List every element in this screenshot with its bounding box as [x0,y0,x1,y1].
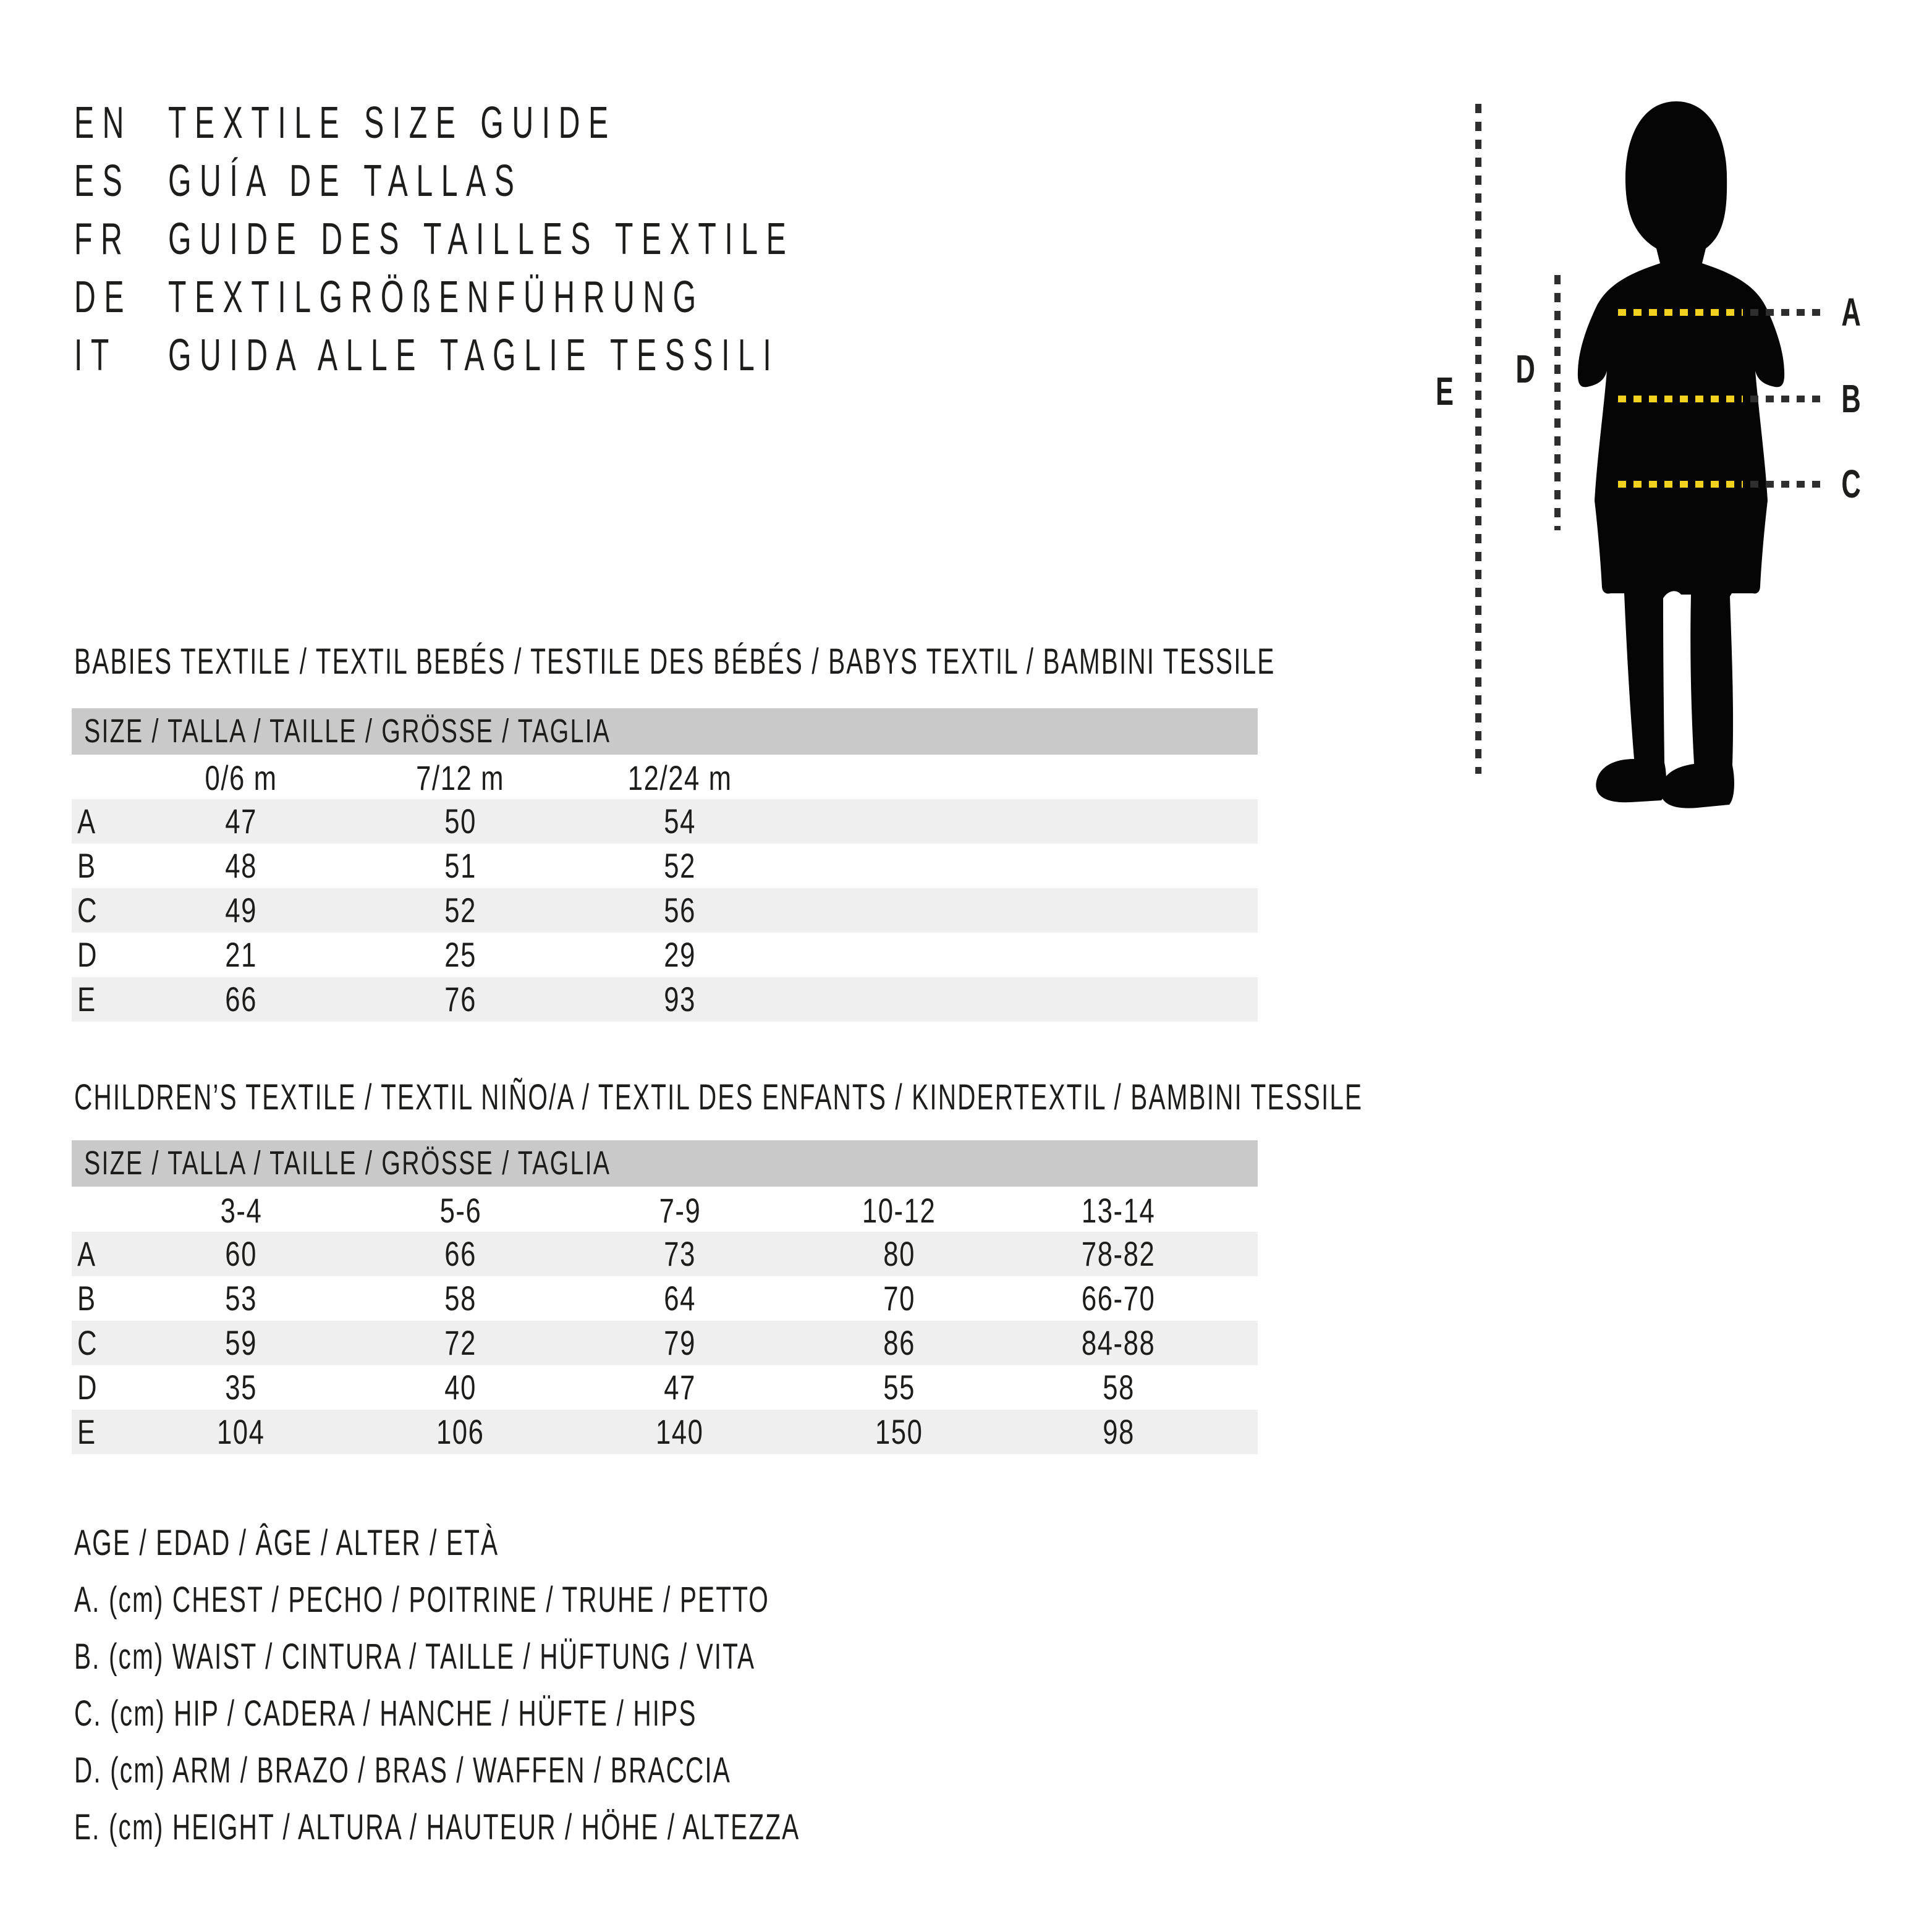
legend-hip-line: C. (cm) HIP / CADERA / HANCHE / HÜFTE / HIPS [74,1693,697,1734]
guide-title-en: TEXTILE SIZE GUIDE [168,98,617,148]
row-label: D [77,1368,98,1407]
figure-label-waist: B [1841,376,1861,421]
table-row [72,933,1258,977]
language-code: FR [74,214,131,264]
row-label: D [77,935,98,974]
size-value-cell: 106 [436,1412,485,1451]
figure-label-chest: A [1841,290,1861,334]
size-value-cell: 59 [225,1323,257,1362]
size-value-cell: 80 [883,1234,915,1273]
column-header: 5-6 [439,1191,481,1230]
waist-measure-line-dark [1750,396,1826,402]
table-row [72,1410,1258,1454]
row-label: E [77,980,96,1019]
size-value-cell: 66 [225,980,257,1019]
language-code: ES [74,156,131,206]
row-label: A [77,1234,96,1273]
size-value-cell: 66-70 [1082,1279,1156,1318]
babies-section-heading: BABIES TEXTILE / TEXTIL BEBÉS / TESTILE DES BÉBÉS / BABYS TEXTIL / BAMBINI TESSILE [74,642,1276,682]
guide-title-it: GUIDA ALLE TAGLIE TESSILI [168,331,780,380]
legend-chest-line: A. (cm) CHEST / PECHO / POITRINE / TRUHE / PETTO [74,1580,769,1620]
row-label: B [77,846,96,885]
chest-measure-line-dark [1750,309,1826,316]
guide-title-fr: GUIDE DES TAILLES TEXTILE [168,214,795,264]
children-size-header-bar: SIZE / TALLA / TAILLE / GRÖSSE / TAGLIA [72,1140,1258,1187]
table-row [72,1365,1258,1410]
guide-title-de: TEXTILGRÖßENFÜHRUNG [168,273,705,322]
child-silhouette [1570,93,1799,810]
size-value-cell: 66 [444,1234,477,1273]
legend-arm-line: D. (cm) ARM / BRAZO / BRAS / WAFFEN / BRACCIA [74,1750,731,1790]
language-code: DE [74,273,133,322]
language-code: IT [74,331,117,380]
language-code: EN [74,98,133,148]
babies-column-header-row [72,759,1258,797]
hip-measure-line-dark [1750,481,1826,488]
size-value-cell: 40 [444,1368,477,1407]
size-value-cell: 150 [875,1412,923,1451]
figure-label-arm: D [1515,347,1535,391]
legend-height-line: E. (cm) HEIGHT / ALTURA / HAUTEUR / HÖHE / ALTEZZA [74,1807,800,1847]
size-value-cell: 21 [225,935,257,974]
legend-waist-line: B. (cm) WAIST / CINTURA / TAILLE / HÜFTUNG / VITA [74,1637,756,1677]
chest-measure-line-yellow [1618,309,1743,316]
size-value-cell: 49 [225,891,257,930]
column-header: 12/24 m [627,758,732,797]
size-value-cell: 35 [225,1368,257,1407]
size-value-cell: 104 [217,1412,265,1451]
column-header: 13-14 [1082,1191,1156,1230]
hip-measure-line-yellow [1618,481,1743,488]
row-label: C [77,1323,98,1362]
babies-size-header-bar: SIZE / TALLA / TAILLE / GRÖSSE / TAGLIA [72,708,1258,755]
size-value-cell: 47 [664,1368,696,1407]
table-row [72,799,1258,844]
size-value-cell: 58 [1103,1368,1135,1407]
size-value-cell: 51 [444,846,477,885]
size-value-cell: 70 [883,1279,915,1318]
table-row [72,1232,1258,1276]
table-row [72,1276,1258,1321]
size-value-cell: 76 [444,980,477,1019]
size-value-cell: 29 [664,935,696,974]
size-value-cell: 48 [225,846,257,885]
size-value-cell: 58 [444,1279,477,1318]
legend-age-line: AGE / EDAD / ÂGE / ALTER / ETÀ [74,1523,499,1563]
size-value-cell: 52 [664,846,696,885]
column-header: 7/12 m [416,758,505,797]
row-label: C [77,891,98,930]
size-value-cell: 50 [444,802,477,841]
size-value-cell: 73 [664,1234,696,1273]
column-header: 10-12 [862,1191,936,1230]
size-value-cell: 54 [664,802,696,841]
size-value-cell: 52 [444,891,477,930]
size-value-cell: 56 [664,891,696,930]
column-header: 0/6 m [205,758,278,797]
children-section-heading: CHILDREN’S TEXTILE / TEXTIL NIÑO/A / TEXTIL DES ENFANTS / KINDERTEXTIL / BAMBINI TESSILE [74,1077,1363,1117]
size-value-cell: 72 [444,1323,477,1362]
row-label: A [77,802,96,841]
figure-label-hip: C [1841,462,1861,506]
size-value-cell: 79 [664,1323,696,1362]
size-value-cell: 60 [225,1234,257,1273]
size-value-cell: 98 [1103,1412,1135,1451]
arm-measure-line-D [1554,275,1561,530]
row-label: E [77,1412,96,1451]
table-row [72,977,1258,1022]
size-value-cell: 93 [664,980,696,1019]
size-value-cell: 78-82 [1082,1234,1156,1273]
column-header: 7-9 [659,1191,701,1230]
table-row [72,1321,1258,1365]
row-label: B [77,1279,96,1318]
waist-measure-line-yellow [1618,396,1743,402]
table-row [72,888,1258,933]
size-value-cell: 84-88 [1082,1323,1156,1362]
size-value-cell: 64 [664,1279,696,1318]
table-row [72,844,1258,888]
size-value-cell: 53 [225,1279,257,1318]
size-value-cell: 47 [225,802,257,841]
guide-title-es: GUÍA DE TALLAS [168,156,523,206]
size-value-cell: 140 [656,1412,704,1451]
figure-label-height: E [1435,369,1454,413]
size-value-cell: 25 [444,935,477,974]
column-header: 3-4 [220,1191,262,1230]
size-value-cell: 55 [883,1368,915,1407]
size-value-cell: 86 [883,1323,915,1362]
children-column-header-row [72,1192,1258,1230]
